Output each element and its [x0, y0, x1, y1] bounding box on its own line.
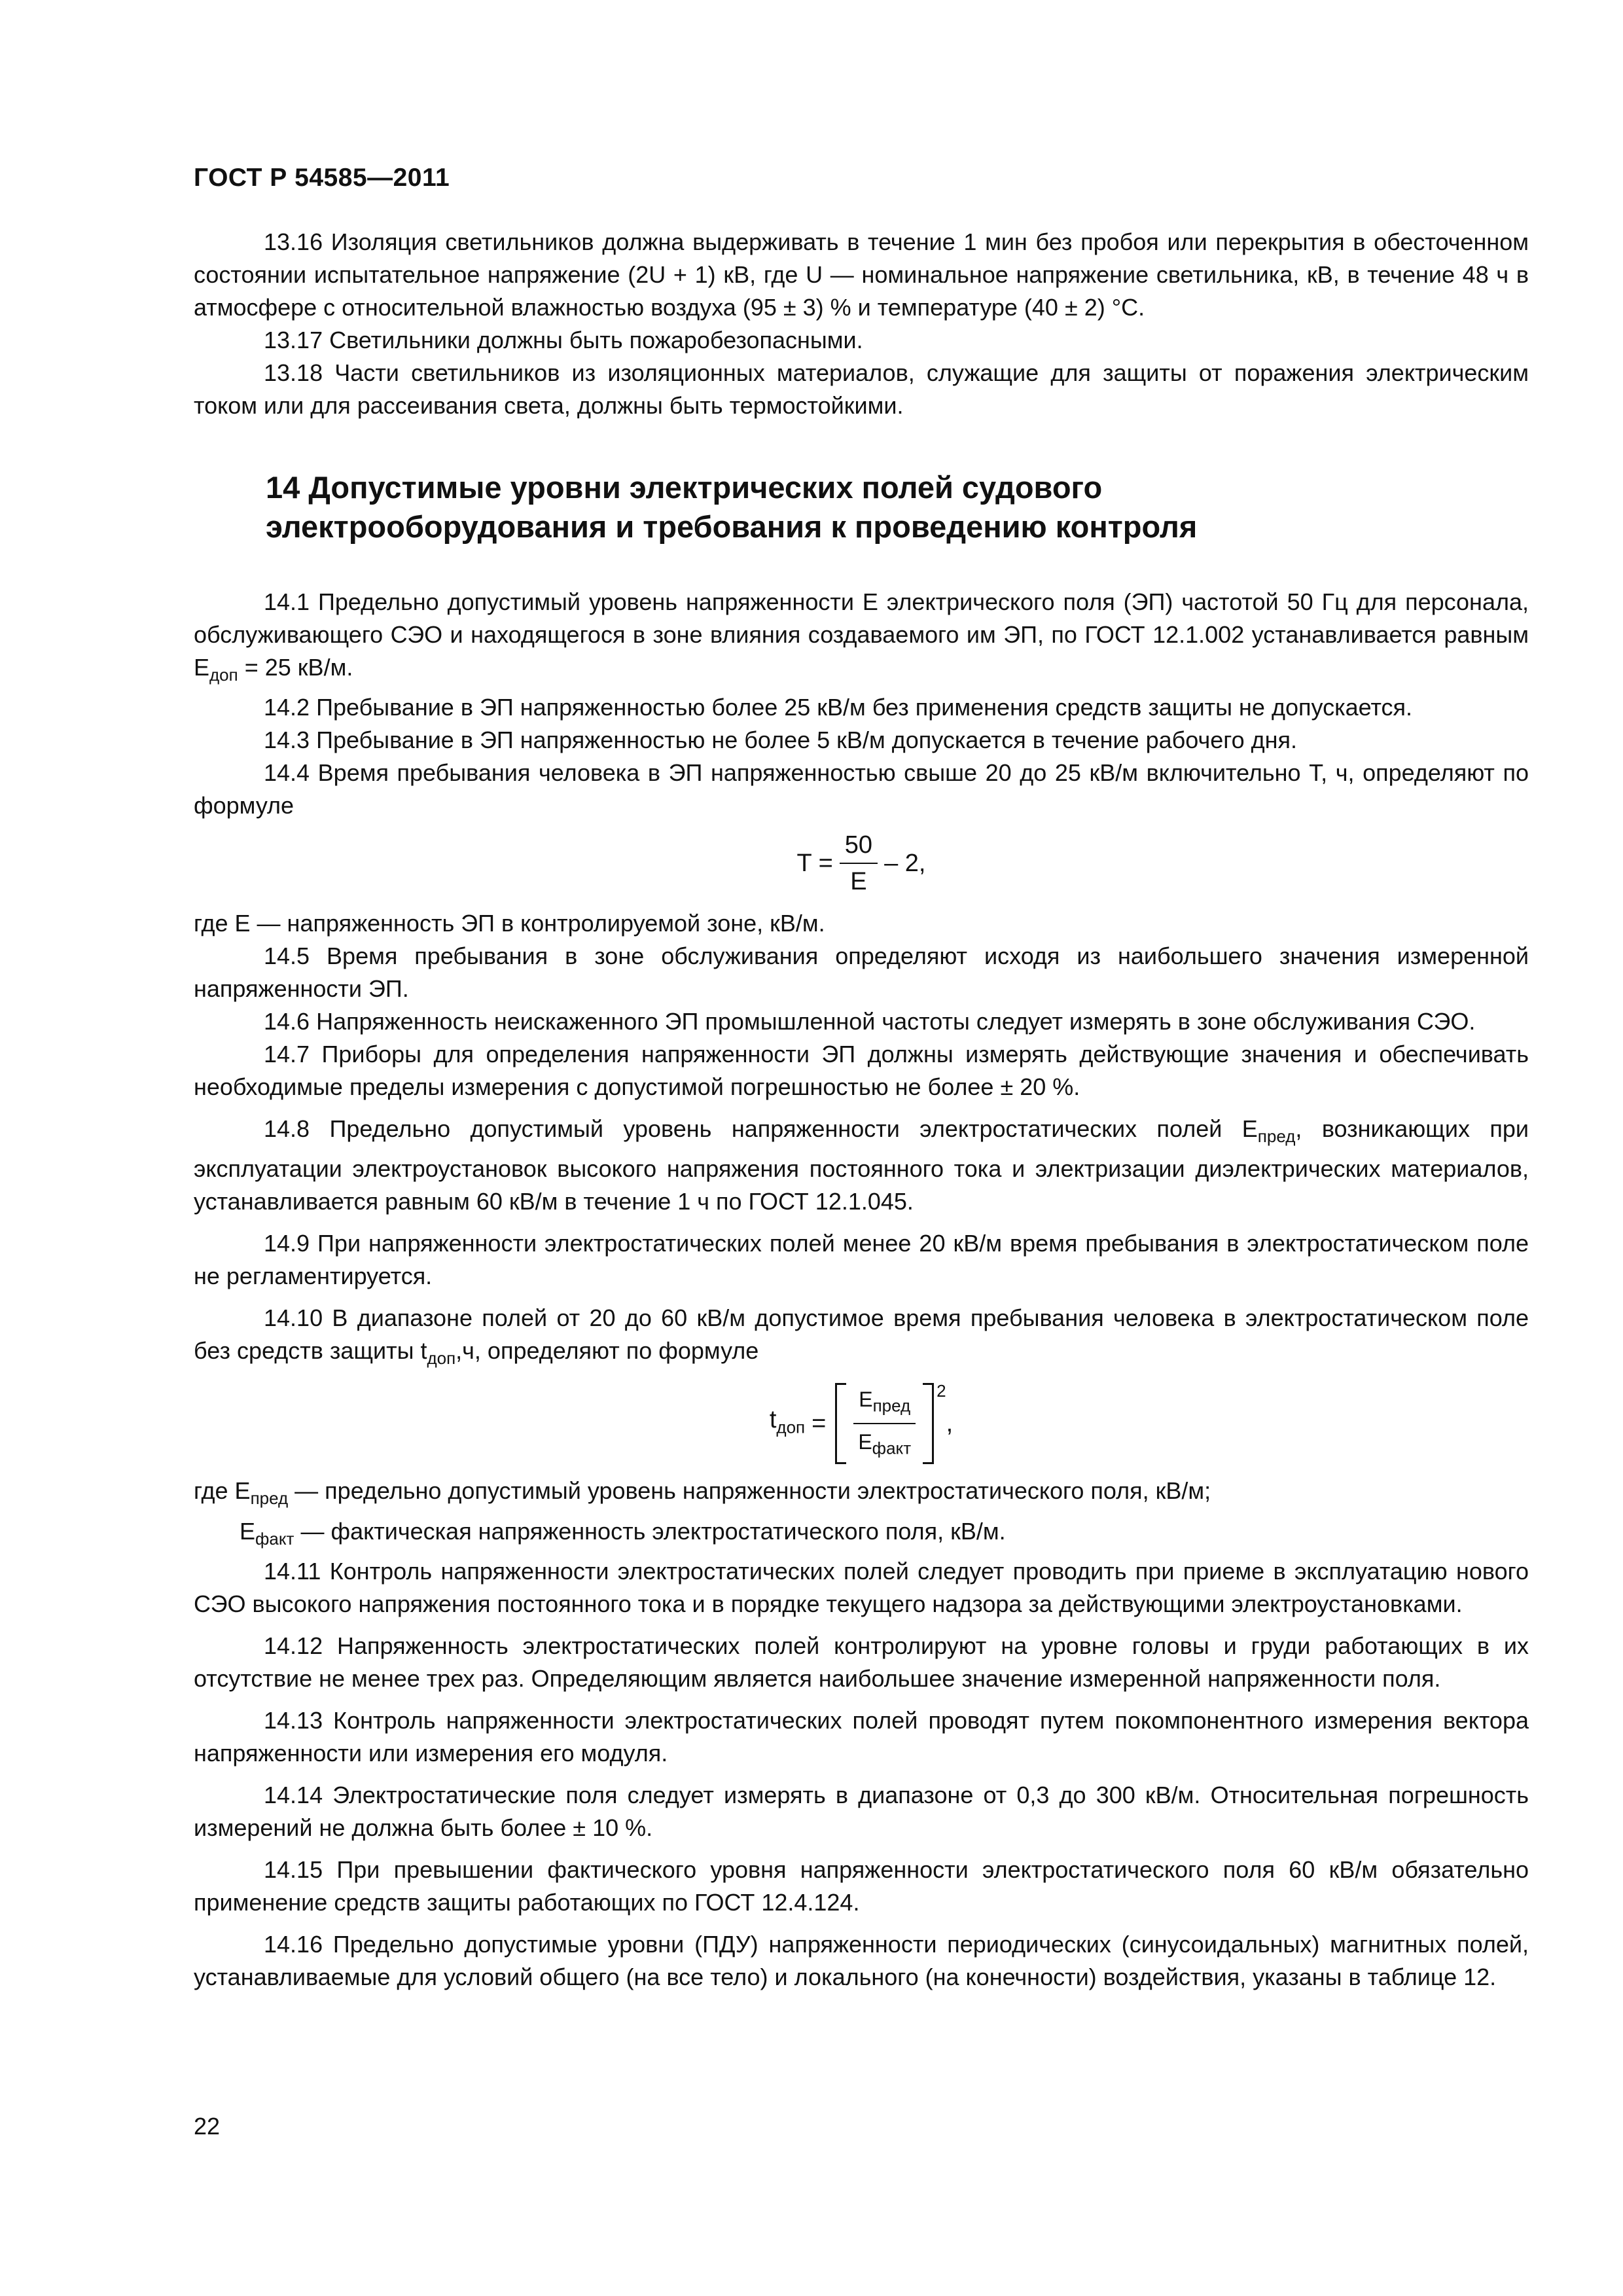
- clause-14-7: 14.7 Приборы для определения напряженности ЭП должны измерять действующие значения и обеспечивать необходимые пределы измерения с допустимой погрешностью не более ± 20 %.: [194, 1041, 1529, 1101]
- page-number: 22: [194, 2113, 221, 2140]
- clause-14-5: 14.5 Время пребывания в зоне обслуживания определяют исходя из наибольшего значения измеренной напряженности ЭП.: [194, 942, 1529, 1003]
- exponent: 2: [936, 1380, 946, 1401]
- subscript: доп: [209, 665, 238, 685]
- clause-13-16: 13.16 Изоляция светильников должна выдерживать в течение 1 мин без пробоя или перекрытия в обесточенном состоянии испытательное напряжение (2U + 1) кВ, где U — номинальное напряжение светильника, кВ, в течение 48 ч в атмосфере с относительной влажностью воздуха (95 ± 3) % и температуре (40 ± 2) °С.: [194, 228, 1529, 321]
- fraction-denominator: [853, 1424, 916, 1463]
- subscript: доп: [776, 1417, 806, 1437]
- clause-14-4: 14.4 Время пребывания человека в ЭП напряженностью свыше 20 до 25 кВ/м включительно T, ч, определяют по формуле: [194, 759, 1529, 819]
- section-heading-line-2: электрооборудования и требования к проведению контроля: [266, 509, 1198, 544]
- where-text: — фактическая напряженность электростатического поля, кВ/м.: [294, 1517, 1006, 1545]
- where-symbol: E: [240, 1517, 256, 1545]
- subscript: факт: [872, 1438, 912, 1458]
- document-body: [194, 226, 1529, 1994]
- bracket: [835, 1383, 934, 1465]
- clause-14-16: 14.16 Предельно допустимые уровни (ПДУ) напряженности периодических (синусоидальных) магнитных полей, устанавливаемые для условий общего (на все тело) и локального (на конечности) воздействия, указаны в таблице 12.: [194, 1930, 1529, 1990]
- formula-where-2a: [194, 1475, 1529, 1515]
- formula-lhs: [770, 1403, 805, 1444]
- section-heading-14: [266, 468, 1529, 547]
- equals-sign: =: [812, 1409, 827, 1437]
- formula-where-2b: [194, 1515, 1529, 1555]
- subscript: пред: [872, 1395, 911, 1415]
- fraction-numerator: 50: [840, 830, 878, 864]
- clause-14-12: 14.12 Напряженность электростатических полей контролируют на уровне головы и груди работающих в их отсутствие не менее трех раз. Определяющим является наибольшее значение измеренной напряженности поля.: [194, 1632, 1529, 1692]
- num-symbol: E: [859, 1387, 873, 1411]
- where-symbol: где E: [194, 1477, 251, 1505]
- fraction-numerator: [853, 1384, 916, 1424]
- formula-tail: – 2,: [884, 850, 926, 878]
- formula-where-1: где E — напряженность ЭП в контролируемой зоне, кВ/м.: [194, 910, 825, 937]
- formula-lhs: T =: [796, 850, 833, 878]
- den-symbol: E: [858, 1429, 872, 1454]
- subscript: пред: [250, 1488, 289, 1509]
- clause-14-1: [194, 586, 1529, 691]
- clause-14-14: 14.14 Электростатические поля следует измерять в диапазоне от 0,3 до 300 кВ/м. Относительная погрешность измерений не должна быть более ± 10 %.: [194, 1781, 1529, 1841]
- clause-text: 14.1 Предельно допустимый уровень напряженности E электрического поля (ЭП) частотой 50 Гц для персонала, обслуживающего СЭО и находящегося в зоне влияния создаваемого им ЭП, по ГОСТ 12.1.002 устанавливается равным E: [194, 588, 1529, 681]
- clause-14-3: 14.3 Пребывание в ЭП напряженностью не более 5 кВ/м допускается в течение рабочего дня.: [264, 726, 1298, 754]
- clause-tail: = 25 кВ/м.: [238, 654, 353, 681]
- clause-13-17: 13.17 Светильники должны быть пожаробезопасными.: [264, 327, 863, 353]
- formula-tail: ,: [946, 1409, 954, 1437]
- fraction-denominator: E: [850, 868, 867, 896]
- clause-14-13: 14.13 Контроль напряженности электростатических полей проводят путем покомпонентного измерения вектора напряженности или измерения его модуля.: [194, 1706, 1529, 1767]
- clause-text: 14.8 Предельно допустимый уровень напряженности электростатических полей E: [264, 1115, 1258, 1143]
- document-code: ГОСТ Р 54585—2011: [194, 164, 450, 192]
- clause-13-18: 13.18 Части светильников из изоляционных материалов, служащие для защиты от поражения электрическим током или для рассеивания света, должны быть термостойкими.: [194, 359, 1529, 419]
- clause-14-6: 14.6 Напряженность неискаженного ЭП промышленной частоты следует измерять в зоне обслуживания СЭО.: [264, 1008, 1476, 1035]
- lhs-symbol: t: [769, 1406, 777, 1434]
- fraction: [840, 830, 878, 897]
- subscript: факт: [255, 1528, 294, 1549]
- clause-14-11: 14.11 Контроль напряженности электростатических полей следует проводить при приеме в эксплуатацию нового СЭО высокого напряжения постоянного тока и в порядке текущего надзора за действующими электроустановками.: [194, 1557, 1529, 1617]
- where-text: — предельно допустимый уровень напряженности электростатического поля, кВ/м;: [288, 1477, 1211, 1505]
- formula-allowed-time: [194, 1380, 1529, 1465]
- section-heading-line-1: 14 Допустимые уровни электрических полей судового: [266, 470, 1103, 505]
- clause-text: 14.10 В диапазоне полей от 20 до 60 кВ/м допустимое время пребывания человека в электростатическом поле без средств защиты t: [194, 1304, 1529, 1365]
- formula-time: [194, 830, 1529, 897]
- clause-14-9: 14.9 При напряженности электростатических полей менее 20 кВ/м время пребывания в электростатическом поле не регламентируется.: [194, 1230, 1529, 1290]
- clause-14-2: 14.2 Пребывание в ЭП напряженностью более 25 кВ/м без применения средств защиты не допускается.: [264, 694, 1413, 721]
- clause-tail: , возникающих при эксплуатации электроустановок высокого напряжения постоянного тока и электризации диэлектрических материалов, устанавливается равным 60 кВ/м в течение 1 ч по ГОСТ 12.1.045.: [194, 1115, 1529, 1215]
- clause-14-15: 14.15 При превышении фактического уровня напряженности электростатического поля 60 кВ/м обязательно применение средств защиты работающих по ГОСТ 12.4.124.: [194, 1856, 1529, 1916]
- clause-14-10: [194, 1302, 1529, 1374]
- clause-tail: ,ч, определяют по формуле: [455, 1337, 759, 1365]
- subscript: доп: [427, 1348, 456, 1369]
- clause-14-8: [194, 1113, 1529, 1218]
- fraction: [853, 1384, 916, 1463]
- subscript: пред: [1257, 1126, 1296, 1147]
